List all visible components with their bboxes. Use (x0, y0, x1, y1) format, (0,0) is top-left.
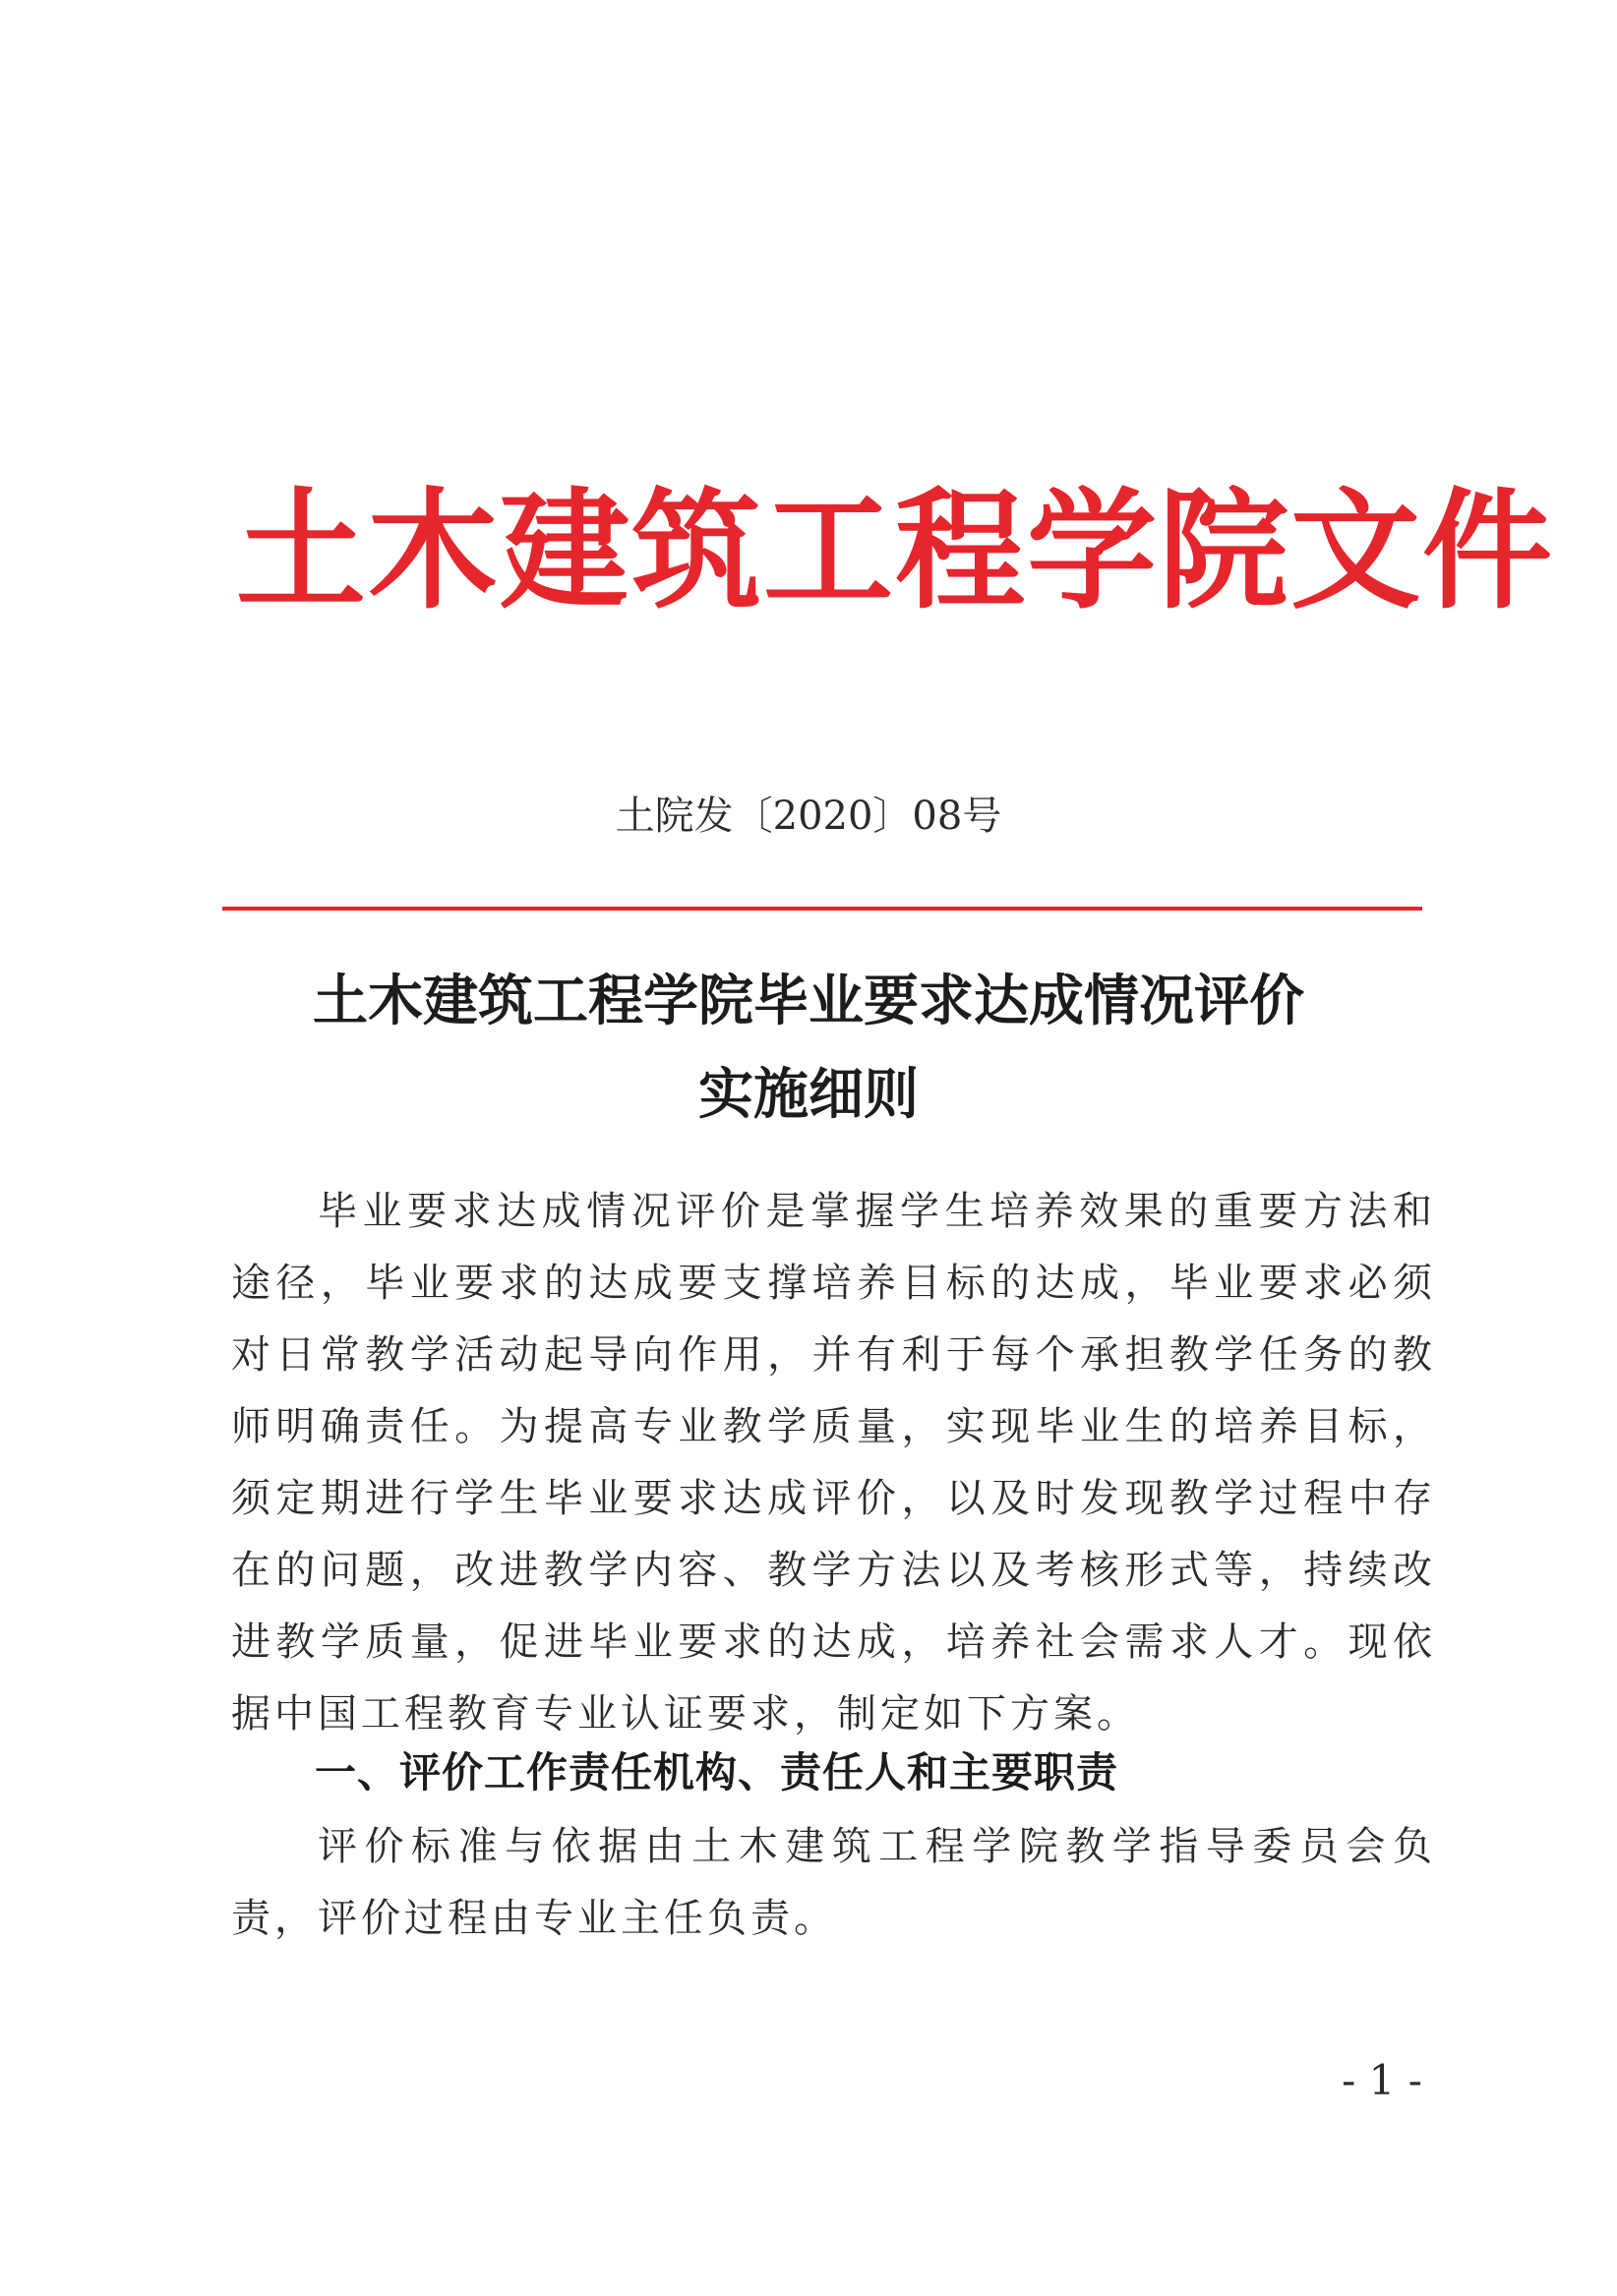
body-paragraph-2: 评价标准与依据由土木建筑工程学院教学指导委员会负责，评价过程由专业主任负责。 (231, 1824, 1436, 1941)
document-number: 土院发〔2020〕08号 (615, 794, 1002, 839)
section-heading-1: 一、评价工作责任机构、责任人和主要职责 (315, 1748, 1119, 1796)
header-divider (222, 907, 1422, 911)
body-paragraph-1: 毕业要求达成情况评价是掌握学生培养效果的重要方法和途径，毕业要求的达成要支撑培养目标的达成，毕业要求必须对日常教学活动起导向作用，并有利于每个承担教学任务的教师明确责任。为提高专业教学质量，实现毕业生的培养目标，须定期进行学生毕业要求达成评价，以及时发现教学过程中存在的问题，改进教学内容、教学方法以及考核形式等，持续改进教学质量，促进毕业要求的达成，培养社会需求人才。现依据中国工程教育专业认证要求，制定如下方案。 (231, 1189, 1436, 1737)
document-title-line2: 实施细则 (698, 1062, 919, 1127)
page-number: - 1 - (1342, 2056, 1422, 2104)
organization-header-title: 土木建筑工程学院文件 (236, 475, 1554, 627)
document-title-line1: 土木建筑工程学院毕业要求达成情况评价 (313, 969, 1304, 1033)
